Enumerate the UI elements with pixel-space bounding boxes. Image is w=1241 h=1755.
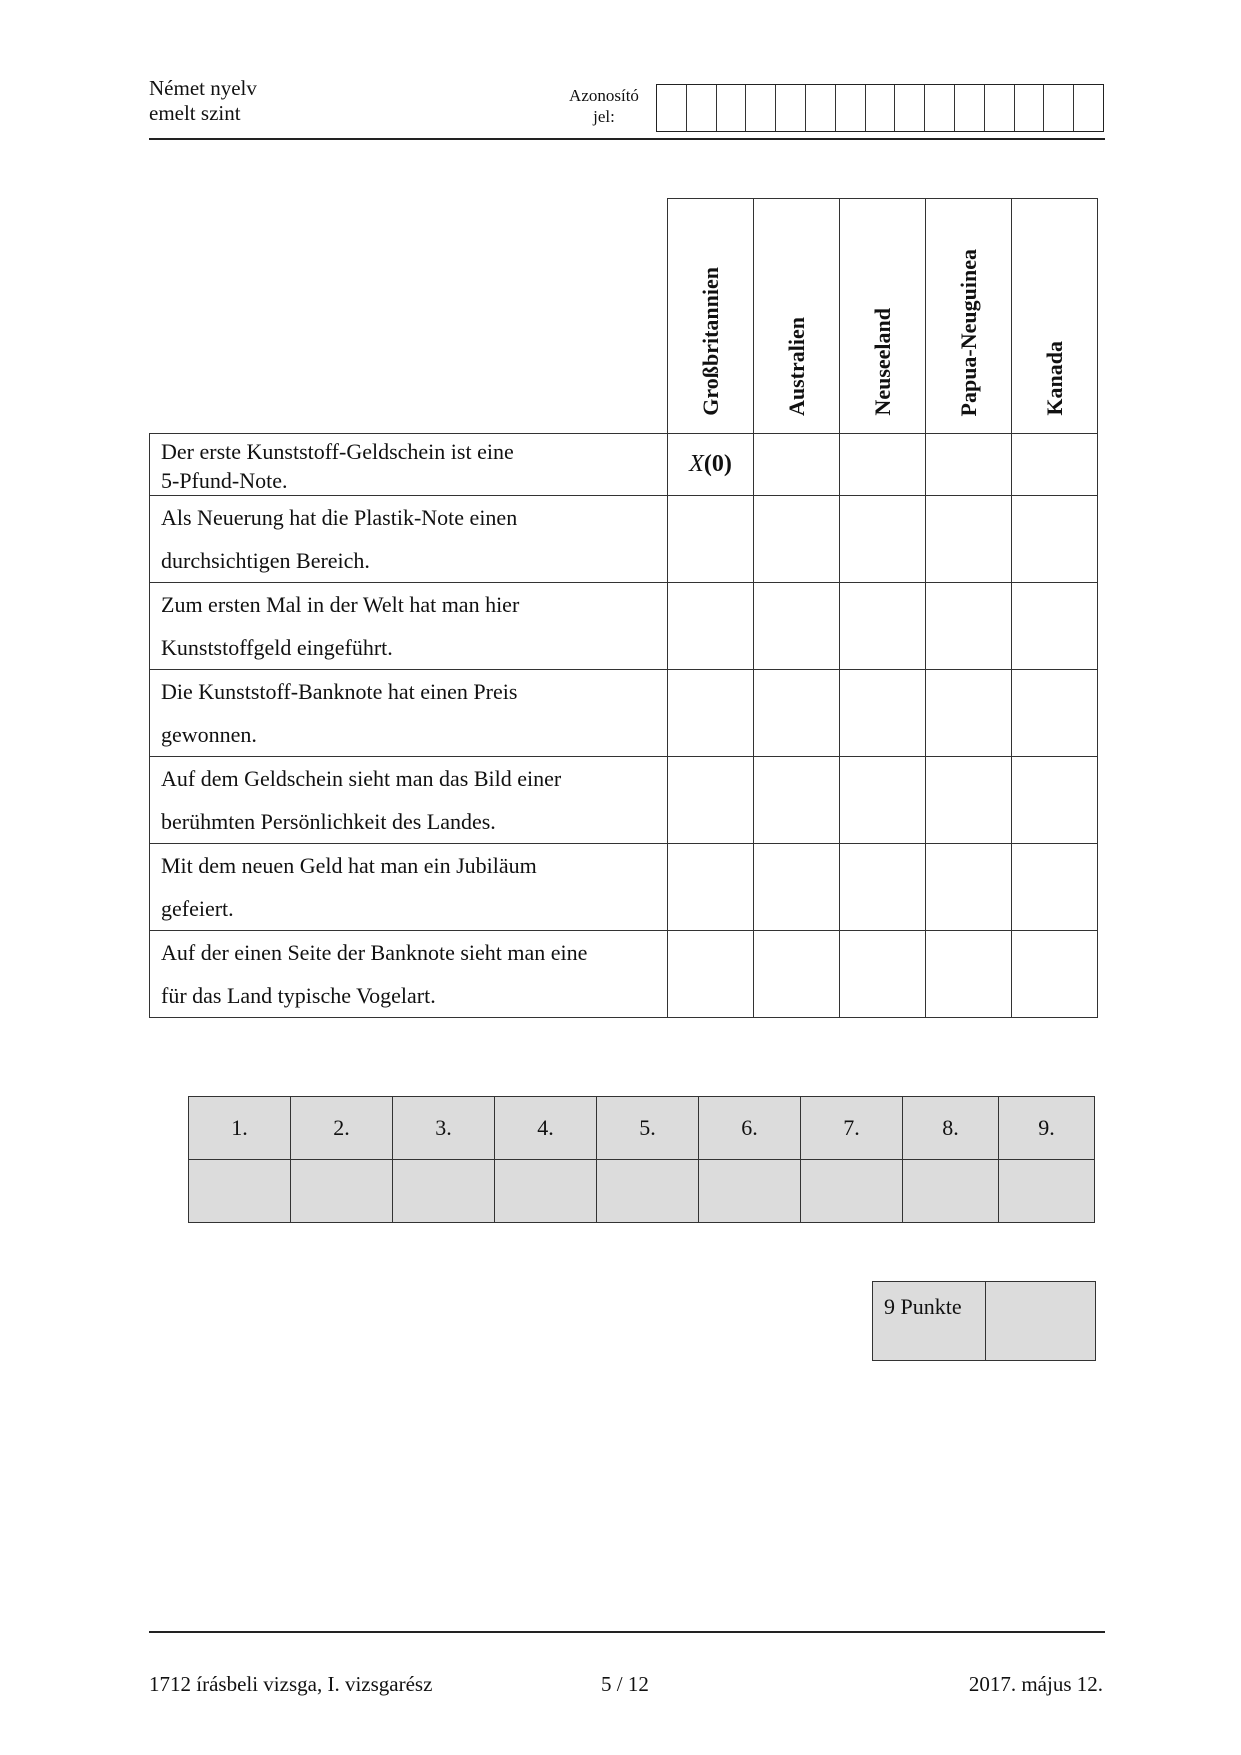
answer-cell[interactable] xyxy=(754,844,840,931)
matching-grid xyxy=(149,198,1098,1018)
identifier-box[interactable] xyxy=(924,85,954,131)
exam-subject xyxy=(149,76,257,126)
answer-cell[interactable] xyxy=(926,844,1012,931)
identifier-box[interactable] xyxy=(835,85,865,131)
answer-cell[interactable] xyxy=(926,670,1012,757)
statement-line: Der erste Kunststoff-Geldschein ist eine xyxy=(161,439,514,464)
table-row xyxy=(150,844,1098,931)
answer-number: 8. xyxy=(903,1097,999,1160)
answer-cell[interactable] xyxy=(926,434,1012,496)
answer-number: 5. xyxy=(597,1097,699,1160)
answer-entry-cell[interactable] xyxy=(903,1160,999,1223)
answer-number: 1. xyxy=(189,1097,291,1160)
statement-line: für das Land typische Vogelart. xyxy=(161,983,436,1008)
table-row xyxy=(150,931,1098,1018)
header-blank xyxy=(150,199,668,434)
country-label: Großbritannien xyxy=(697,267,723,416)
answer-number: 7. xyxy=(801,1097,903,1160)
answer-grid xyxy=(188,1096,1095,1223)
answer-cell[interactable] xyxy=(668,931,754,1018)
answer-cell[interactable] xyxy=(926,583,1012,670)
statement-line: Kunststoffgeld eingeführt. xyxy=(161,635,393,660)
answer-cell[interactable] xyxy=(754,583,840,670)
country-header xyxy=(926,199,1012,434)
identifier-box[interactable] xyxy=(716,85,746,131)
answer-cell[interactable] xyxy=(840,931,926,1018)
table-row xyxy=(150,583,1098,670)
identifier-box[interactable] xyxy=(954,85,984,131)
identifier-box[interactable] xyxy=(1073,85,1103,131)
country-label: Neuseeland xyxy=(869,308,895,416)
answer-entry-cell[interactable] xyxy=(189,1160,291,1223)
identifier-label-line1: Azonosító xyxy=(569,86,639,105)
answer-cell[interactable] xyxy=(1012,670,1098,757)
answer-cell[interactable] xyxy=(1012,496,1098,583)
identifier-box[interactable] xyxy=(1043,85,1073,131)
page-number: 5 / 12 xyxy=(601,1672,649,1696)
answer-cell[interactable] xyxy=(926,931,1012,1018)
statement xyxy=(150,583,668,670)
example-number: (0) xyxy=(703,451,732,477)
table-row xyxy=(150,670,1098,757)
header-rule xyxy=(149,138,1105,140)
answer-cell[interactable] xyxy=(1012,434,1098,496)
identifier-boxes[interactable] xyxy=(656,84,1104,132)
statement xyxy=(150,757,668,844)
table-row xyxy=(150,496,1098,583)
country-header xyxy=(840,199,926,434)
identifier-box[interactable] xyxy=(805,85,835,131)
table-row xyxy=(150,757,1098,844)
identifier-box[interactable] xyxy=(745,85,775,131)
answer-label-row xyxy=(189,1097,1095,1160)
identifier-label-line2: jel: xyxy=(593,107,615,126)
answer-number: 9. xyxy=(999,1097,1095,1160)
statement xyxy=(150,670,668,757)
answer-cell[interactable] xyxy=(926,757,1012,844)
country-header xyxy=(1012,199,1098,434)
answer-cell[interactable] xyxy=(840,583,926,670)
score-entry-cell[interactable] xyxy=(986,1282,1096,1361)
statement-line: Zum ersten Mal in der Welt hat man hier xyxy=(161,592,520,617)
country-header xyxy=(668,199,754,434)
answer-cell[interactable] xyxy=(1012,583,1098,670)
answer-entry-cell[interactable] xyxy=(597,1160,699,1223)
country-header-row xyxy=(150,199,1098,434)
answer-entry-cell[interactable] xyxy=(699,1160,801,1223)
answer-cell[interactable] xyxy=(754,496,840,583)
identifier-box[interactable] xyxy=(894,85,924,131)
identifier-box[interactable] xyxy=(865,85,895,131)
country-header xyxy=(754,199,840,434)
statement-line: Die Kunststoff-Banknote hat einen Preis xyxy=(161,679,518,704)
answer-cell[interactable] xyxy=(840,670,926,757)
subject-level: emelt szint xyxy=(149,101,241,125)
score-label: 9 Punkte xyxy=(873,1282,986,1361)
answer-cell[interactable] xyxy=(840,844,926,931)
answer-cell[interactable] xyxy=(840,496,926,583)
footer-exam-info: 1712 írásbeli vizsga, I. vizsgarész xyxy=(149,1672,433,1696)
answer-number: 2. xyxy=(291,1097,393,1160)
answer-entry-cell[interactable] xyxy=(495,1160,597,1223)
statement-line: durchsichtigen Bereich. xyxy=(161,548,370,573)
statement-line: 5-Pfund-Note. xyxy=(161,468,288,493)
subject-language: Német nyelv xyxy=(149,76,257,100)
footer-rule xyxy=(149,1631,1105,1633)
answer-number: 3. xyxy=(393,1097,495,1160)
answer-cell[interactable] xyxy=(1012,931,1098,1018)
identifier-box[interactable] xyxy=(984,85,1014,131)
identifier-label xyxy=(556,85,652,127)
statement-line: Mit dem neuen Geld hat man ein Jubiläum xyxy=(161,853,537,878)
statement-line: Als Neuerung hat die Plastik-Note einen xyxy=(161,505,518,530)
example-mark: X xyxy=(689,451,704,477)
country-label: Papua-Neuguinea xyxy=(955,248,981,416)
country-label: Kanada xyxy=(1041,341,1067,416)
answer-cell[interactable] xyxy=(668,844,754,931)
country-label: Australien xyxy=(783,317,809,416)
statement xyxy=(150,931,668,1018)
statement xyxy=(150,434,668,496)
statement-line: gewonnen. xyxy=(161,722,257,747)
answer-entry-cell[interactable] xyxy=(801,1160,903,1223)
answer-cell[interactable] xyxy=(668,757,754,844)
statement-line: berühmten Persönlichkeit des Landes. xyxy=(161,809,496,834)
statement xyxy=(150,496,668,583)
answer-number: 4. xyxy=(495,1097,597,1160)
answer-entry-cell[interactable] xyxy=(999,1160,1095,1223)
table-row xyxy=(150,434,1098,496)
answer-cell[interactable] xyxy=(926,496,1012,583)
answer-cell[interactable] xyxy=(840,434,926,496)
answer-cell[interactable] xyxy=(840,757,926,844)
statement-line: Auf der einen Seite der Banknote sieht man eine xyxy=(161,940,588,965)
answer-entry-row xyxy=(189,1160,1095,1223)
answer-entry-cell[interactable] xyxy=(291,1160,393,1223)
identifier-box[interactable] xyxy=(686,85,716,131)
answer-cell[interactable] xyxy=(754,670,840,757)
statement xyxy=(150,844,668,931)
answer-cell[interactable] xyxy=(668,583,754,670)
answer-cell[interactable] xyxy=(1012,757,1098,844)
identifier-box[interactable] xyxy=(657,85,686,131)
answer-cell[interactable] xyxy=(754,434,840,496)
answer-cell[interactable] xyxy=(1012,844,1098,931)
score-box xyxy=(872,1281,1096,1361)
identifier-box[interactable] xyxy=(775,85,805,131)
exam-date: 2017. május 12. xyxy=(968,1672,1103,1696)
answer-cell[interactable] xyxy=(668,496,754,583)
identifier-box[interactable] xyxy=(1014,85,1044,131)
answer-cell[interactable] xyxy=(754,757,840,844)
statement-line: Auf dem Geldschein sieht man das Bild einer xyxy=(161,766,562,791)
answer-cell[interactable] xyxy=(754,931,840,1018)
answer-cell[interactable] xyxy=(668,670,754,757)
answer-entry-cell[interactable] xyxy=(393,1160,495,1223)
answer-cell-example xyxy=(668,434,754,496)
statement-line: gefeiert. xyxy=(161,896,234,921)
answer-number: 6. xyxy=(699,1097,801,1160)
